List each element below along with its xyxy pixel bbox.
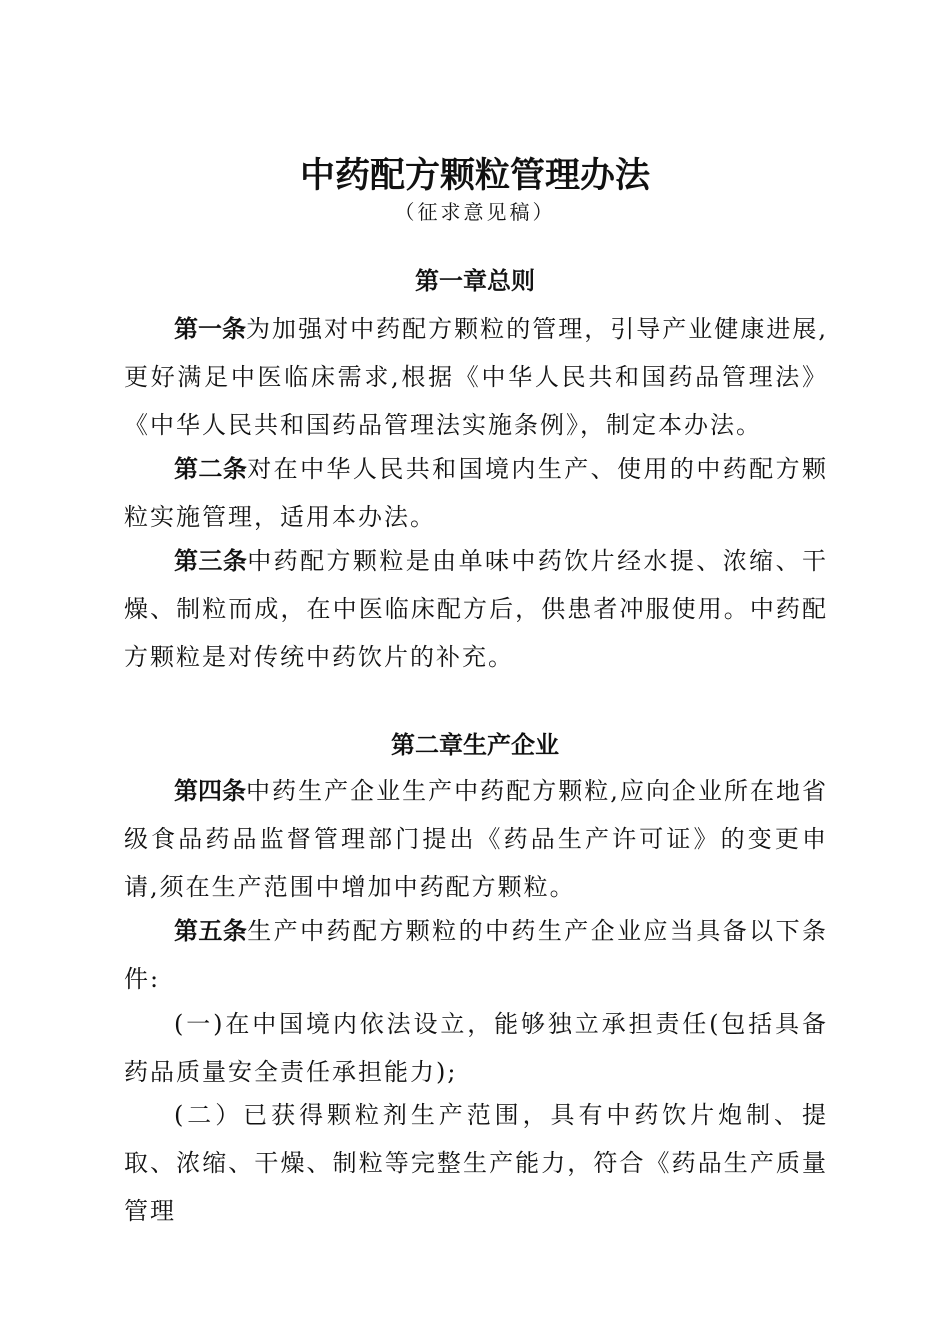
- article-paragraph: [124, 445, 828, 541]
- document-title: 中药配方颗粒管理办法: [299, 155, 650, 196]
- list-item-text: (一)在中国境内依法设立，能够独立承担责任(包括具备药品质量安全责任承担能力);: [124, 1010, 828, 1086]
- list-item: [124, 1091, 828, 1235]
- chapter-heading-1: 第一章总则: [415, 266, 535, 295]
- article-paragraph: [124, 537, 828, 681]
- article-text: 中药生产企业生产中药配方颗粒,应向企业所在地省级食品药品监督管理部门提出《药品生产许可证》的变更申请,须在生产范围中增加中药配方颗粒。: [124, 777, 828, 901]
- list-item-text: (二）已获得颗粒剂生产范围，具有中药饮片炮制、提取、浓缩、干燥、制粒等完整生产能力，符合《药品生产质量管理: [124, 1101, 828, 1225]
- document-subtitle: （征求意见稿）: [394, 200, 556, 224]
- article-text: 中药配方颗粒是由单味中药饮片经水提、浓缩、干燥、制粒而成，在中医临床配方后，供患者冲服使用。中药配方颗粒是对传统中药饮片的补充。: [124, 547, 828, 671]
- article-text: 生产中药配方颗粒的中药生产企业应当具备以下条件:: [124, 917, 828, 993]
- chapter-heading-2: 第二章生产企业: [391, 730, 559, 759]
- article-text: 为加强对中药配方颗粒的管理，引导产业健康进展,更好满足中医临床需求,根据《中华人民共和国药品管理法》《中华人民共和国药品管理法实施条例》，制定本办法。: [124, 315, 828, 439]
- list-item: [124, 1000, 828, 1096]
- article-paragraph: [124, 305, 828, 449]
- article-label: 第一条: [174, 314, 247, 343]
- article-label: 第五条: [174, 916, 248, 945]
- article-paragraph: [124, 907, 828, 1003]
- article-paragraph: [124, 767, 828, 911]
- article-label: 第二条: [174, 454, 248, 483]
- article-label: 第三条: [174, 546, 248, 575]
- article-text: 对在中华人民共和国境内生产、使用的中药配方颗粒实施管理，适用本办法。: [124, 455, 828, 531]
- article-label: 第四条: [174, 776, 247, 805]
